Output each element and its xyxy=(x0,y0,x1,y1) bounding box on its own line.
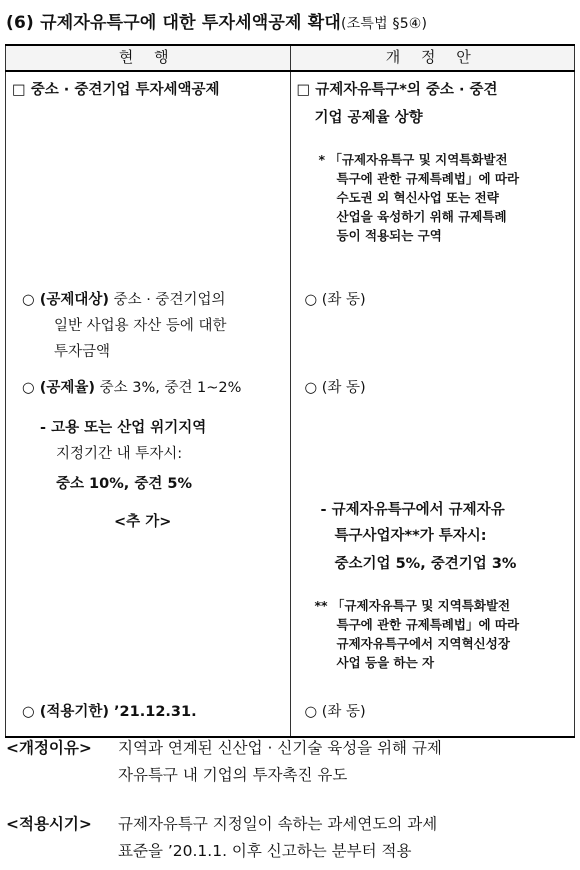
target-label: ○ (공제대상) xyxy=(22,292,109,308)
header-proposed: 개 정 안 xyxy=(290,45,575,71)
note1-line3: 수도권 외 혁신사업 또는 전략 xyxy=(336,190,499,205)
current-rate xyxy=(22,376,241,401)
note1-line1: * 「규제자유특구 및 지역특화발전 xyxy=(318,152,508,167)
note2-line1: ** 「규제자유특구 및 지역특화발전 xyxy=(314,598,511,613)
deadline-label: ○ (적용기한) xyxy=(22,704,109,720)
deadline-text: ’21.12.31. xyxy=(108,704,197,720)
note2-line2: 특구에 관한 규제특례법」에 따라 xyxy=(336,617,520,632)
timing-line2: 표준을 ’20.1.1. 이후 신고하는 분부터 적용 xyxy=(118,842,412,860)
target-text: 중소 · 중견기업의 xyxy=(108,292,226,308)
rate-text: 중소 3%, 중견 1~2% xyxy=(94,380,242,396)
reason-line2: 자유특구 내 기업의 투자촉진 유도 xyxy=(118,766,348,784)
current-target-line2: 일반 사업용 자산 등에 대한 xyxy=(54,318,227,334)
current-deadline xyxy=(22,700,197,725)
new-line2: 특구사업자**가 투자시: xyxy=(334,528,487,544)
new-line3: 중소기업 5%, 중견기업 3% xyxy=(334,556,517,572)
header-current: 현 행 xyxy=(6,45,291,71)
effective-timing xyxy=(6,811,576,867)
timing-body xyxy=(118,811,580,865)
crisis-line3: 중소 10%, 중견 5% xyxy=(56,476,193,492)
rate-label: ○ (공제율) xyxy=(22,380,95,396)
section-title xyxy=(6,8,427,33)
reason-label: <개정이유> xyxy=(6,739,92,757)
current-target-line1 xyxy=(22,288,225,313)
current-heading: □ 중소 · 중견기업 투자세액공제 xyxy=(12,82,220,98)
note2-line4: 사업 등을 하는 자 xyxy=(336,655,435,670)
proposed-column xyxy=(290,71,575,737)
title-main: (6) 규제자유특구에 대한 투자세액공제 확대 xyxy=(6,13,342,33)
note1-line2: 특구에 관한 규제특례법」에 따라 xyxy=(336,171,520,186)
same-rate: ○ (좌 동) xyxy=(304,380,366,396)
timing-label: <적용시기> xyxy=(6,815,92,833)
timing-line1: 규제자유특구 지정일이 속하는 과세연도의 과세 xyxy=(118,815,438,833)
comparison-table xyxy=(5,44,575,738)
same-deadline: ○ (좌 동) xyxy=(304,704,366,720)
reason-line1: 지역과 연계된 신산업 · 신기술 육성을 위해 규제 xyxy=(118,739,442,757)
crisis-line2: 지정기간 내 투자시: xyxy=(56,446,183,462)
reason-body xyxy=(118,735,580,789)
crisis-line1: - 고용 또는 산업 위기지역 xyxy=(40,420,207,436)
current-column xyxy=(6,71,291,737)
revision-reason xyxy=(6,735,576,791)
note2-line3: 규제자유특구에서 지역혁신성장 xyxy=(336,636,510,651)
proposed-heading-line1: □ 규제자유특구*의 중소 · 중견 xyxy=(296,82,498,98)
note1-line5: 등이 적용되는 구역 xyxy=(336,228,442,243)
same-target: ○ (좌 동) xyxy=(304,292,366,308)
proposed-heading-line2: 기업 공제율 상향 xyxy=(314,110,423,126)
new-line1: - 규제자유특구에서 규제자유 xyxy=(320,502,505,518)
current-target-line3: 투자금액 xyxy=(54,344,111,360)
note1-line4: 산업을 육성하기 위해 규제특례 xyxy=(336,209,507,224)
add-marker: <추 가> xyxy=(114,514,172,530)
title-reference: (조특법 §5④) xyxy=(341,16,428,32)
